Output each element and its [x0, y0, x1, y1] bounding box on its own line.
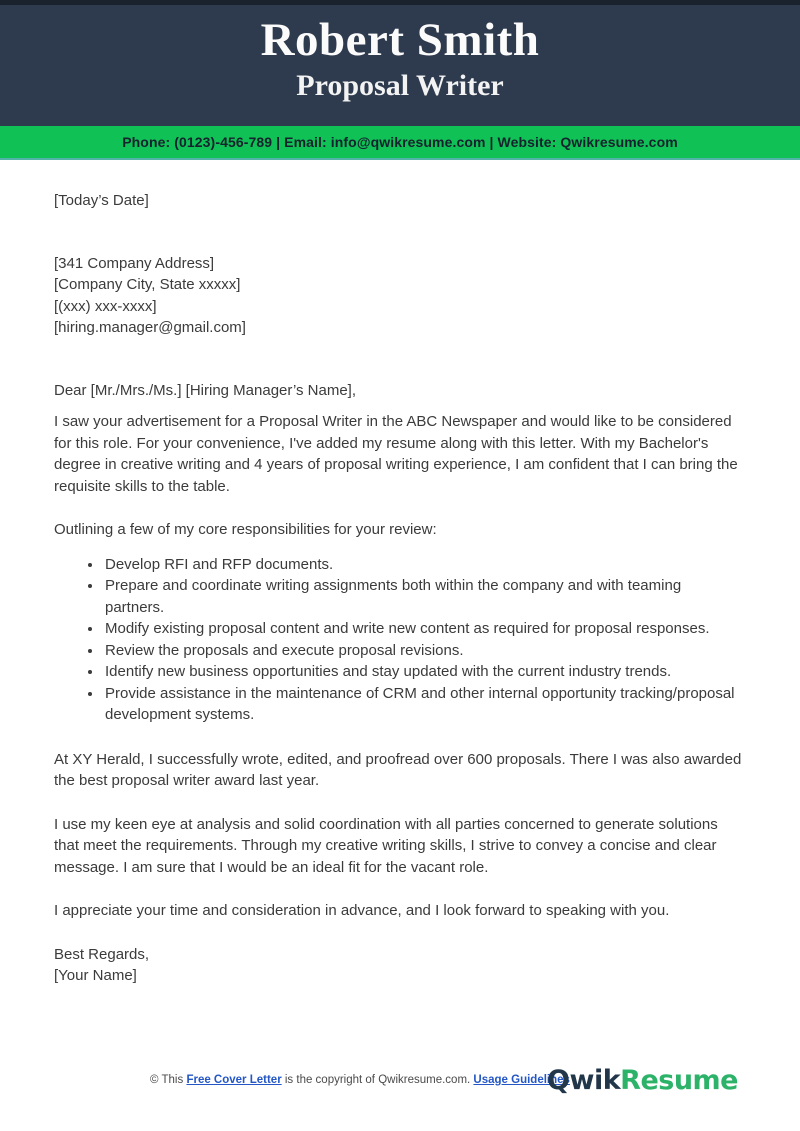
responsibility-item: • Modify existing proposal content and write new content as required for proposal responses. [103, 618, 742, 640]
responsibility-item: • Prepare and coordinate writing assignments both within the company and with teaming partners. [103, 575, 742, 618]
address-line-street: [341 Company Address] [54, 254, 215, 272]
company-address-block [54, 253, 742, 339]
contact-info-text: Phone: (0123)-456-789 | Email: info@qwikresume.com | Website: Qwikresume.com [122, 134, 678, 150]
free-cover-letter-link[interactable]: Free Cover Letter [186, 1074, 282, 1086]
salutation: Dear [Mr./Mrs./Ms.] [Hiring Manager’s Name], [54, 381, 357, 399]
logo-qwik-text: Qwik [547, 1064, 621, 1096]
responsibility-item: • Review the proposals and execute proposal revisions. [103, 640, 742, 662]
responsibility-item: • Provide assistance in the maintenance of CRM and other internal opportunity tracking/proposal development systems. [103, 683, 742, 726]
address-line-city: [Company City, State xxxxx] [54, 276, 241, 293]
address-line-email: [hiring.manager@gmail.com] [54, 319, 246, 336]
contact-bar [0, 126, 800, 160]
responsibilities-lead: Outlining a few of my core responsibilities for your review: [54, 521, 437, 538]
copyright-prefix: © This [150, 1074, 184, 1086]
signature-placeholder: [Your Name] [54, 967, 137, 984]
candidate-title: Proposal Writer [296, 69, 504, 102]
logo-resume-text: Resume [620, 1064, 738, 1096]
qwikresume-logo[interactable] [547, 1058, 738, 1102]
copyright-line [150, 1074, 570, 1086]
letter-body [0, 160, 800, 987]
usage-guidelines-link[interactable]: Usage Guidelines [473, 1074, 570, 1086]
paragraph-intro: I saw your advertisement for a Proposal Writer in the ABC Newspaper and would like to be considered for this role. For your convenience, I've added my resume along with this letter. With my Bachelor's degree in creative writing and 4 years of proposal writing experience, I am confident that I can bring the requisite skills to the table. [54, 413, 738, 495]
paragraph-skills: I use my keen eye at analysis and solid coordination with all parties concerned to generate solutions that meet the requirements. Through my creative writing skills, I strive to convey a concise and clear message. I am sure that I would be an ideal fit for the vacant role. [54, 815, 718, 876]
letter-header [0, 0, 800, 126]
responsibility-item: • Develop RFI and RFP documents. [103, 554, 742, 576]
responsibility-item: • Identify new business opportunities and stay updated with the current industry trends. [103, 661, 742, 683]
paragraph-closing: I appreciate your time and consideration in advance, and I look forward to speaking with you. [54, 902, 670, 919]
date-placeholder: [Today’s Date] [54, 192, 149, 209]
responsibilities-list [54, 554, 742, 726]
page-footer [0, 1058, 800, 1102]
copyright-middle: is the copyright of Qwikresume.com. [284, 1074, 471, 1086]
address-line-phone: [(xxx) xxx-xxxx] [54, 297, 157, 315]
paragraph-achievement: At XY Herald, I successfully wrote, edited, and proofread over 600 proposals. There I was also awarded the best proposal writer award last year. [54, 750, 742, 789]
candidate-name: Robert Smith [260, 14, 540, 66]
signoff: Best Regards, [54, 945, 150, 963]
